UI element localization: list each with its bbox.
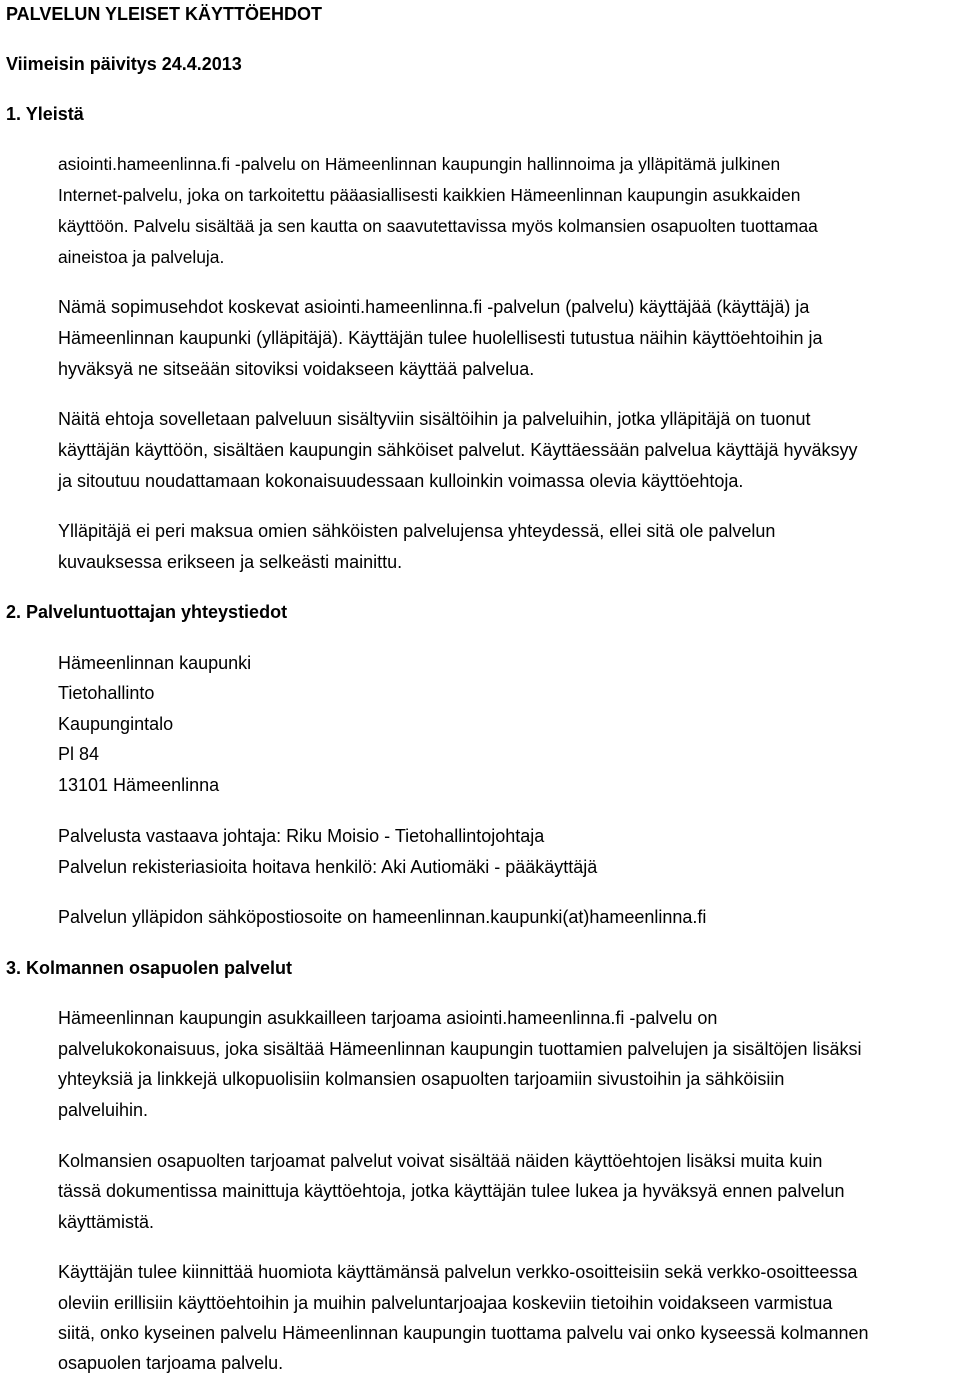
document-title: PALVELUN YLEISET KÄYTTÖEHDOT — [6, 4, 323, 24]
address-line: Kaupungintalo — [58, 714, 174, 734]
text-line: Käyttäjän tulee kiinnittää huomiota käyttämänsä palvelun verkko-osoitteisiin sekä verkko-osoitteessa — [58, 1262, 858, 1282]
text-line: käyttöön. Palvelu sisältää ja sen kautta on saavutettavissa myös kolmansien osapuolten tuottamaa — [58, 216, 818, 236]
text-line: Internet-palvelu, joka on tarkoitettu pääasiallisesti kaikkien Hämeenlinnan kaupungin asukkaiden — [58, 185, 801, 205]
text-line: asiointi.hameenlinna.fi -palvelu on Hämeenlinnan kaupungin hallinnoima ja ylläpitämä julkinen — [58, 154, 781, 174]
support-email: Palvelun ylläpidon sähköpostiosoite on hameenlinnan.kaupunki(at)hameenlinna.fi — [58, 907, 707, 927]
section-3-heading: 3. Kolmannen osapuolen palvelut — [6, 958, 293, 978]
contact-line: Palvelusta vastaava johtaja: Riku Moisio - Tietohallintojohtaja — [58, 826, 545, 846]
address-line: Tietohallinto — [58, 683, 155, 703]
text-line: Näitä ehtoja sovelletaan palveluun sisältyviin sisältöihin ja palveluihin, jotka ylläpitäjä on tuonut — [58, 409, 811, 429]
section-2-heading: 2. Palveluntuottajan yhteystiedot — [6, 602, 288, 622]
text-line: Hämeenlinnan kaupungin asukkailleen tarjoama asiointi.hameenlinna.fi -palvelu on — [58, 1008, 718, 1028]
text-line: Ylläpitäjä ei peri maksua omien sähköisten palvelujensa yhteydessä, ellei sitä ole palvelun — [58, 521, 776, 541]
text-line: osapuolen tarjoama palvelu. — [58, 1353, 284, 1373]
text-line: käyttäjän käyttöön, sisältäen kaupungin sähköiset palvelut. Käyttäessään palvelua käyttäjä hyväksyy — [58, 440, 858, 460]
last-updated: Viimeisin päivitys 24.4.2013 — [6, 54, 242, 74]
text-line: yhteyksiä ja linkkejä ulkopuolisiin kolmansien osapuolten tarjoamiin sivustoihin ja sähköisiin — [58, 1069, 785, 1089]
text-line: palvelukokonaisuus, joka sisältää Hämeenlinnan kaupungin tuottamien palvelujen ja sisältöjen lisäksi — [58, 1039, 862, 1059]
text-line: Nämä sopimusehdot koskevat asiointi.hameenlinna.fi -palvelun (palvelu) käyttäjää (käyttäjä) ja — [58, 297, 810, 317]
text-line: hyväksyä ne sitseään sitoviksi voidakseen käyttää palvelua. — [58, 359, 535, 379]
text-line: kuvauksessa erikseen ja selkeästi mainittu. — [58, 552, 403, 572]
text-line: Kolmansien osapuolten tarjoamat palvelut voivat sisältää näiden käyttöehtojen lisäksi muita kuin — [58, 1151, 823, 1171]
contact-line: Palvelun rekisteriasioita hoitava henkilö: Aki Autiomäki - pääkäyttäjä — [58, 857, 598, 877]
text-line: oleviin erillisiin käyttöehtoihin ja muihin palveluntarjoajaa koskeviin tietoihin voidakseen varmistua — [58, 1293, 833, 1313]
text-line: aineistoa ja palveluja. — [58, 247, 225, 267]
text-line: tässä dokumentissa mainittuja käyttöehtoja, jotka käyttäjän tulee lukea ja hyväksyä ennen palvelun — [58, 1181, 845, 1201]
text-line: Hämeenlinnan kaupunki (ylläpitäjä). Käyttäjän tulee huolellisesti tutustua näihin käyttöehtoihin ja — [58, 328, 823, 348]
text-line: palveluihin. — [58, 1100, 149, 1120]
address-line: 13101 Hämeenlinna — [58, 775, 220, 795]
text-line: siitä, onko kyseinen palvelu Hämeenlinnan kaupungin tuottama palvelu vai onko kyseessä kolmannen — [58, 1323, 869, 1343]
address-line: Hämeenlinnan kaupunki — [58, 653, 252, 673]
section-1-heading: 1. Yleistä — [6, 104, 84, 124]
text-line: käyttämistä. — [58, 1212, 155, 1232]
address-line: Pl 84 — [58, 744, 100, 764]
text-line: ja sitoutuu noudattamaan kokonaisuudessaan kulloinkin voimassa olevia käyttöehtoja. — [58, 471, 744, 491]
